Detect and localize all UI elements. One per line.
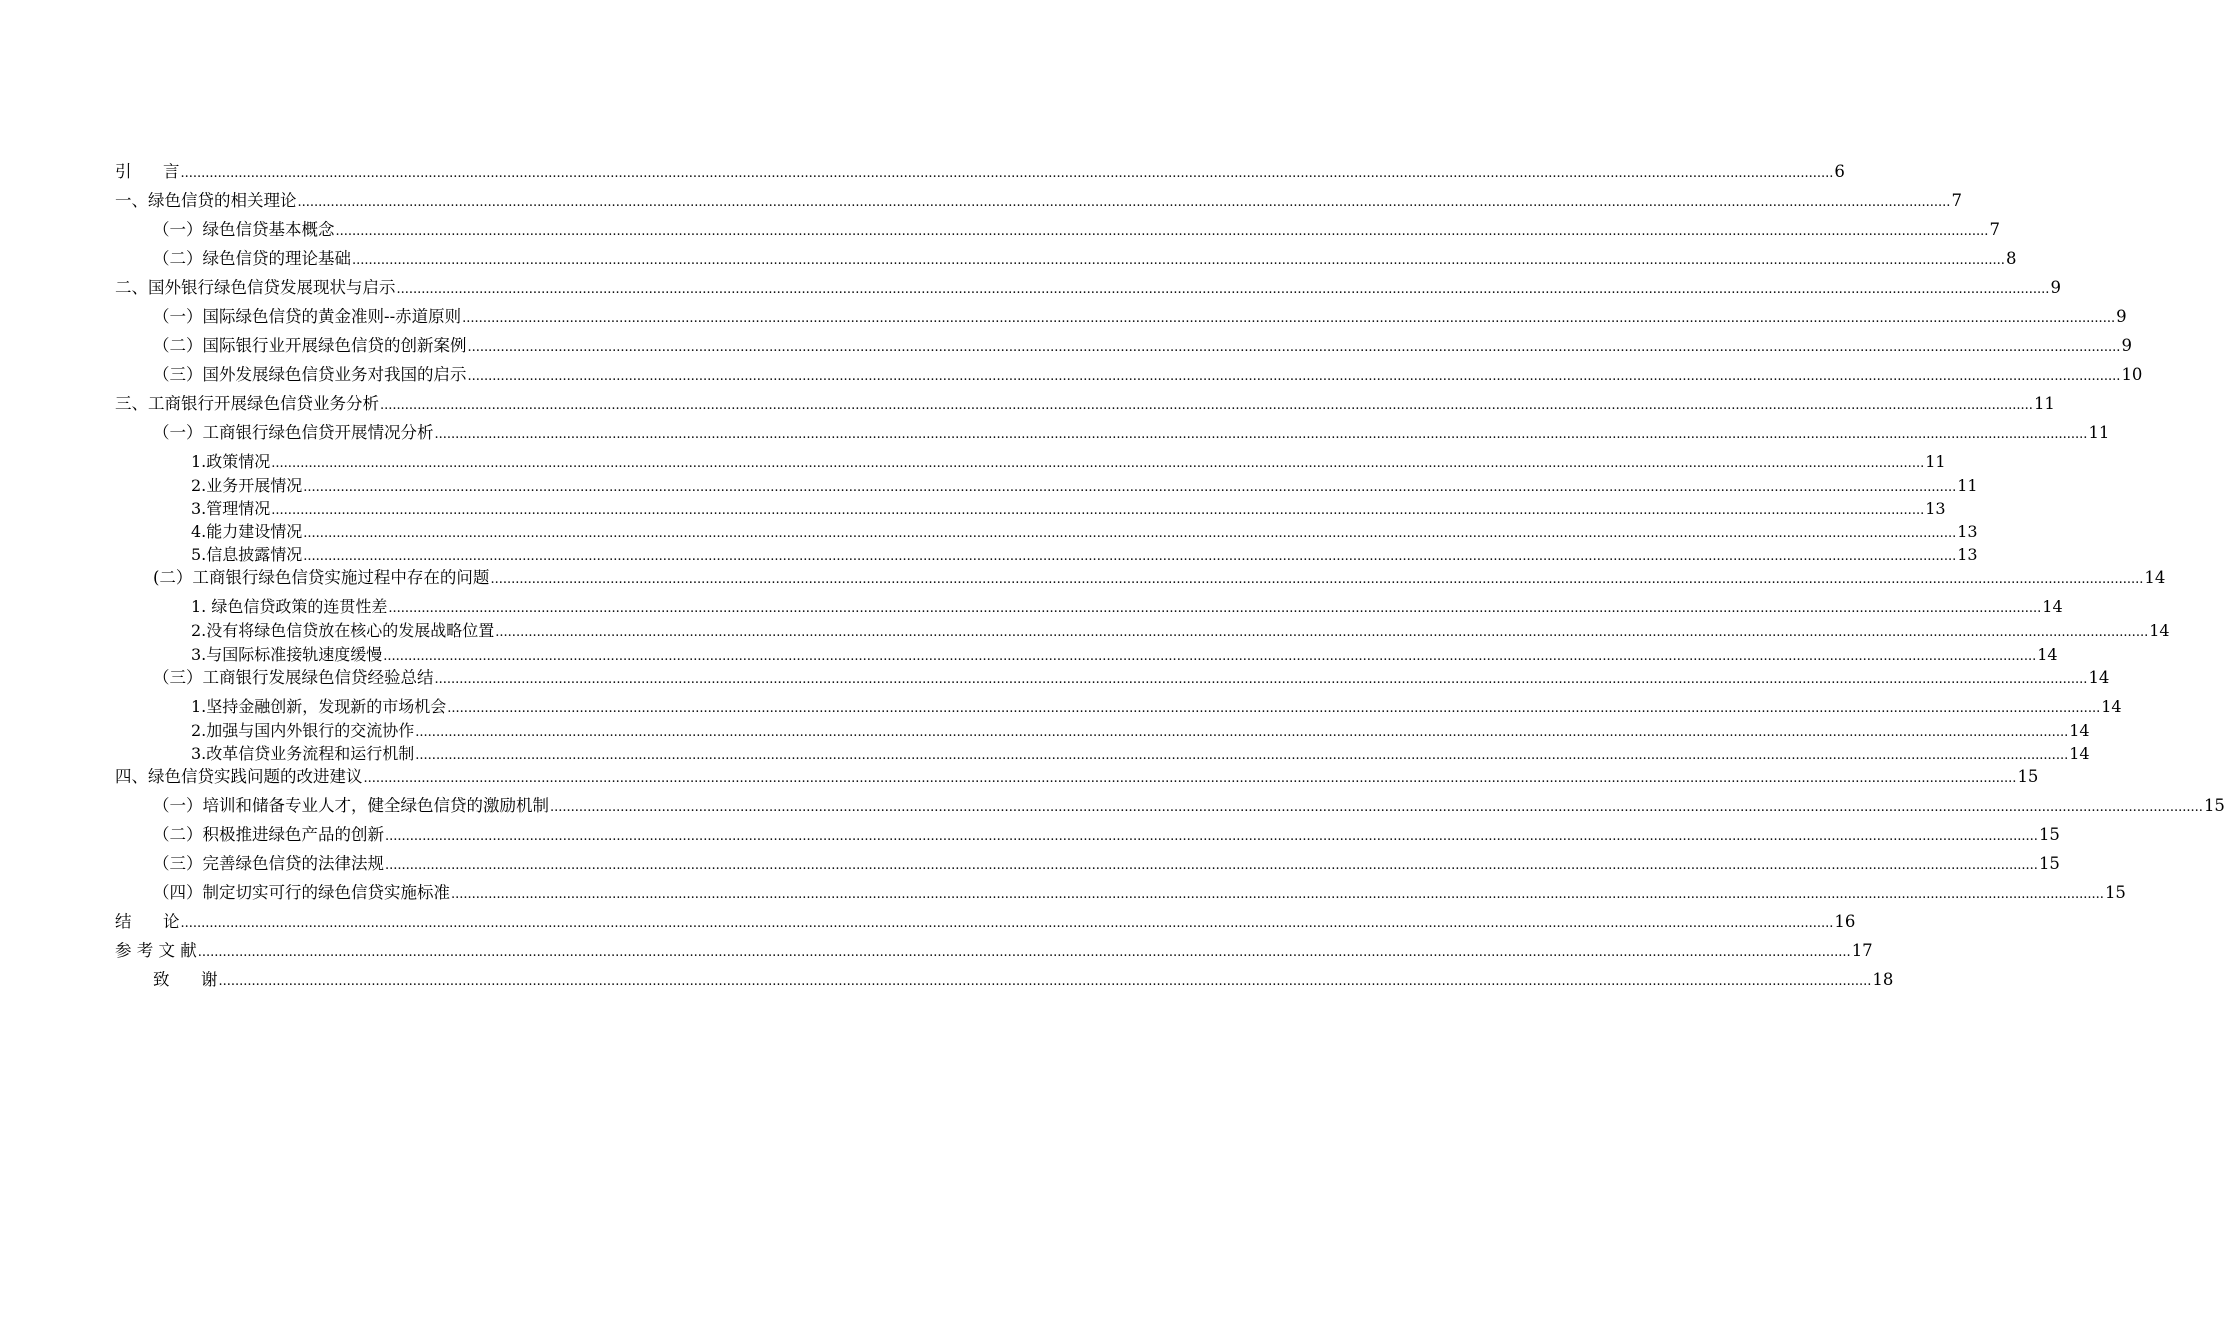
toc-entry-title: （二）国际银行业开展绿色信贷的创新案例 — [153, 336, 467, 355]
toc-dot-leader: ................................................................................................................................................................................................................................................................................................................................................................................................................ — [467, 369, 2121, 384]
toc-entry-title: （一）工商银行绿色信贷开展情况分析 — [153, 423, 434, 442]
toc-dot-leader: ................................................................................................................................................................................................................................................................................................................................................................................................................ — [434, 427, 2088, 442]
toc-entry-page: 14 — [2088, 668, 2110, 687]
toc-entry-page: 14 — [2101, 697, 2122, 716]
toc-entry-page: 14 — [2037, 645, 2058, 664]
toc-dot-leader: ................................................................................................................................................................................................................................................................................................................................................................................................................ — [388, 601, 2042, 616]
toc-entry-page: 15 — [2017, 767, 2039, 786]
toc-entry-title: （一）绿色信贷基本概念 — [153, 220, 335, 239]
toc-dot-leader: ................................................................................................................................................................................................................................................................................................................................................................................................................ — [490, 572, 2144, 587]
toc-dot-leader: ................................................................................................................................................................................................................................................................................................................................................................................................................ — [271, 503, 1925, 518]
toc-entry-page: 15 — [2038, 825, 2060, 844]
toc-entry[interactable] — [153, 421, 2110, 445]
toc-dot-leader: ................................................................................................................................................................................................................................................................................................................................................................................................................ — [385, 829, 2038, 844]
toc-entry[interactable] — [153, 968, 1894, 992]
toc-entry[interactable] — [191, 742, 2090, 766]
toc-dot-leader: ................................................................................................................................................................................................................................................................................................................................................................................................................ — [180, 916, 1834, 931]
toc-dot-leader: ................................................................................................................................................................................................................................................................................................................................................................................................................ — [434, 672, 2088, 687]
toc-entry-title: 5.信息披露情况 — [191, 545, 303, 564]
toc-entry-page: 11 — [2033, 394, 2055, 413]
toc-entry[interactable] — [115, 160, 1845, 184]
toc-entry-title: 四、绿色信贷实践问题的改进建议 — [115, 767, 363, 786]
toc-entry-page: 9 — [2116, 307, 2127, 326]
toc-dot-leader: ................................................................................................................................................................................................................................................................................................................................................................................................................ — [383, 649, 2037, 664]
toc-entry-title: （二）积极推进绿色产品的创新 — [153, 825, 384, 844]
toc-dot-leader: ................................................................................................................................................................................................................................................................................................................................................................................................................ — [271, 456, 1925, 471]
toc-entry-page: 7 — [1989, 220, 2000, 239]
toc-dot-leader: ................................................................................................................................................................................................................................................................................................................................................................................................................ — [385, 858, 2038, 873]
toc-entry[interactable] — [153, 666, 2110, 690]
toc-entry-page: 14 — [2144, 568, 2166, 587]
toc-entry-page: 15 — [2104, 883, 2126, 902]
toc-dot-leader: ................................................................................................................................................................................................................................................................................................................................................................................................................ — [467, 340, 2121, 355]
toc-entry[interactable] — [153, 363, 2143, 387]
toc-entry-page: 15 — [2203, 796, 2225, 815]
toc-entry-title: （四）制定切实可行的绿色信贷实施标准 — [153, 883, 450, 902]
toc-entry-title: 1.坚持金融创新，发现新的市场机会 — [191, 697, 447, 716]
toc-dot-leader: ................................................................................................................................................................................................................................................................................................................................................................................................................ — [197, 945, 1851, 960]
toc-entry-title: 3.与国际标准接轨速度缓慢 — [191, 645, 383, 664]
toc-entry[interactable] — [191, 450, 1946, 474]
toc-entry-title: （三）国外发展绿色信贷业务对我国的启示 — [153, 365, 467, 384]
toc-entry-page: 15 — [2038, 854, 2060, 873]
toc-entry-page: 14 — [2149, 621, 2170, 640]
toc-entry-page: 11 — [2088, 423, 2110, 442]
toc-entry-page: 11 — [1957, 476, 1978, 495]
toc-dot-leader: ................................................................................................................................................................................................................................................................................................................................................................................................................ — [495, 625, 2149, 640]
toc-entry-page: 13 — [1957, 545, 1978, 564]
toc-entry-page: 18 — [1872, 970, 1894, 989]
toc-dot-leader: ................................................................................................................................................................................................................................................................................................................................................................................................................ — [352, 253, 2005, 268]
toc-entry-title: 4.能力建设情况 — [191, 522, 303, 541]
toc-entry[interactable] — [191, 595, 2063, 619]
toc-entry-title: （一）培训和储备专业人才，健全绿色信贷的激励机制 — [153, 796, 549, 815]
toc-dot-leader: ................................................................................................................................................................................................................................................................................................................................................................................................................ — [303, 526, 1957, 541]
toc-entry-page: 14 — [2042, 597, 2063, 616]
toc-dot-leader: ................................................................................................................................................................................................................................................................................................................................................................................................................ — [380, 398, 2033, 413]
toc-dot-leader: ................................................................................................................................................................................................................................................................................................................................................................................................................ — [462, 311, 2116, 326]
toc-entry-title: 引 言 — [115, 162, 180, 181]
toc-entry[interactable] — [115, 765, 2039, 789]
toc-dot-leader: ................................................................................................................................................................................................................................................................................................................................................................................................................ — [180, 166, 1834, 181]
toc-entry-page: 14 — [2069, 721, 2090, 740]
toc-entry-page: 6 — [1834, 162, 1845, 181]
toc-dot-leader: ................................................................................................................................................................................................................................................................................................................................................................................................................ — [335, 224, 1989, 239]
toc-entry[interactable] — [153, 218, 2000, 242]
toc-entry-title: 3.管理情况 — [191, 499, 271, 518]
toc-entry[interactable] — [191, 719, 2090, 743]
toc-entry[interactable] — [191, 474, 1978, 498]
toc-dot-leader: ................................................................................................................................................................................................................................................................................................................................................................................................................ — [297, 195, 1951, 210]
toc-dot-leader: ................................................................................................................................................................................................................................................................................................................................................................................................................ — [451, 887, 2104, 902]
toc-entry-title: 2.业务开展情况 — [191, 476, 303, 495]
toc-entry-page: 9 — [2121, 336, 2132, 355]
toc-entry-page: 9 — [2050, 278, 2061, 297]
toc-entry-title: 参 考 文 献 — [115, 941, 197, 960]
toc-entry[interactable] — [153, 823, 2060, 847]
toc-entry-title: （一）国际绿色信贷的黄金准则--赤道原则 — [153, 307, 462, 326]
toc-entry[interactable] — [191, 695, 2122, 719]
toc-dot-leader: ................................................................................................................................................................................................................................................................................................................................................................................................................ — [396, 282, 2050, 297]
toc-entry-title: （三）工商银行发展绿色信贷经验总结 — [153, 668, 434, 687]
toc-entry[interactable] — [153, 247, 2017, 271]
toc-entry-title: 3.改革信贷业务流程和运行机制 — [191, 744, 415, 763]
toc-entry[interactable] — [153, 566, 2166, 590]
toc-entry[interactable] — [115, 189, 1962, 213]
toc-entry-page: 8 — [2005, 249, 2017, 268]
toc-entry-page: 7 — [1951, 191, 1962, 210]
toc-dot-leader: ................................................................................................................................................................................................................................................................................................................................................................................................................ — [218, 974, 1872, 989]
toc-entry[interactable] — [191, 619, 2170, 643]
toc-entry[interactable] — [153, 852, 2060, 876]
toc-entry-title: 1.政策情况 — [191, 452, 271, 471]
toc-entry-page: 16 — [1834, 912, 1856, 931]
toc-entry[interactable] — [153, 334, 2132, 358]
toc-entry-title: 1. 绿色信贷政策的连贯性差 — [191, 597, 388, 616]
toc-entry[interactable] — [153, 881, 2126, 905]
toc-entry-title: 致 谢 — [153, 970, 218, 989]
toc-entry-title: 2.加强与国内外银行的交流协作 — [191, 721, 415, 740]
toc-entry[interactable] — [153, 305, 2127, 329]
toc-entry-title: 2.没有将绿色信贷放在核心的发展战略位置 — [191, 621, 495, 640]
toc-dot-leader: ................................................................................................................................................................................................................................................................................................................................................................................................................ — [363, 771, 2017, 786]
toc-entry[interactable] — [115, 392, 2055, 416]
toc-entry-page: 14 — [2069, 744, 2090, 763]
toc-entry-page: 17 — [1851, 941, 1873, 960]
toc-entry[interactable] — [191, 520, 1978, 544]
toc-entry[interactable] — [115, 276, 2061, 300]
toc-entry-page: 13 — [1957, 522, 1978, 541]
toc-entry[interactable] — [153, 794, 2225, 818]
toc-entry[interactable] — [115, 910, 1856, 934]
toc-dot-leader: ................................................................................................................................................................................................................................................................................................................................................................................................................ — [415, 748, 2069, 763]
toc-entry-title: （三）完善绿色信贷的法律法规 — [153, 854, 384, 873]
toc-entry-page: 10 — [2121, 365, 2143, 384]
toc-entry[interactable] — [115, 939, 1873, 963]
toc-entry-title: 一、绿色信贷的相关理论 — [115, 191, 297, 210]
toc-dot-leader: ................................................................................................................................................................................................................................................................................................................................................................................................................ — [447, 701, 2101, 716]
toc-entry[interactable] — [191, 643, 2058, 667]
toc-entry-title: (二）工商银行绿色信贷实施过程中存在的问题 — [153, 568, 490, 587]
toc-dot-leader: ................................................................................................................................................................................................................................................................................................................................................................................................................ — [415, 725, 2069, 740]
toc-dot-leader: ................................................................................................................................................................................................................................................................................................................................................................................................................ — [550, 800, 2203, 815]
toc-entry-title: （二）绿色信贷的理论基础 — [153, 249, 351, 268]
toc-dot-leader: ................................................................................................................................................................................................................................................................................................................................................................................................................ — [303, 480, 1957, 495]
toc-entry-title: 二、国外银行绿色信贷发展现状与启示 — [115, 278, 396, 297]
toc-dot-leader: ................................................................................................................................................................................................................................................................................................................................................................................................................ — [303, 549, 1957, 564]
toc-entry-title: 结 论 — [115, 912, 180, 931]
toc-entry[interactable] — [191, 497, 1946, 521]
toc-entry-page: 13 — [1925, 499, 1946, 518]
toc-entry-title: 三、工商银行开展绿色信贷业务分析 — [115, 394, 379, 413]
toc-entry-page: 11 — [1925, 452, 1946, 471]
toc-entry[interactable] — [191, 543, 1978, 567]
